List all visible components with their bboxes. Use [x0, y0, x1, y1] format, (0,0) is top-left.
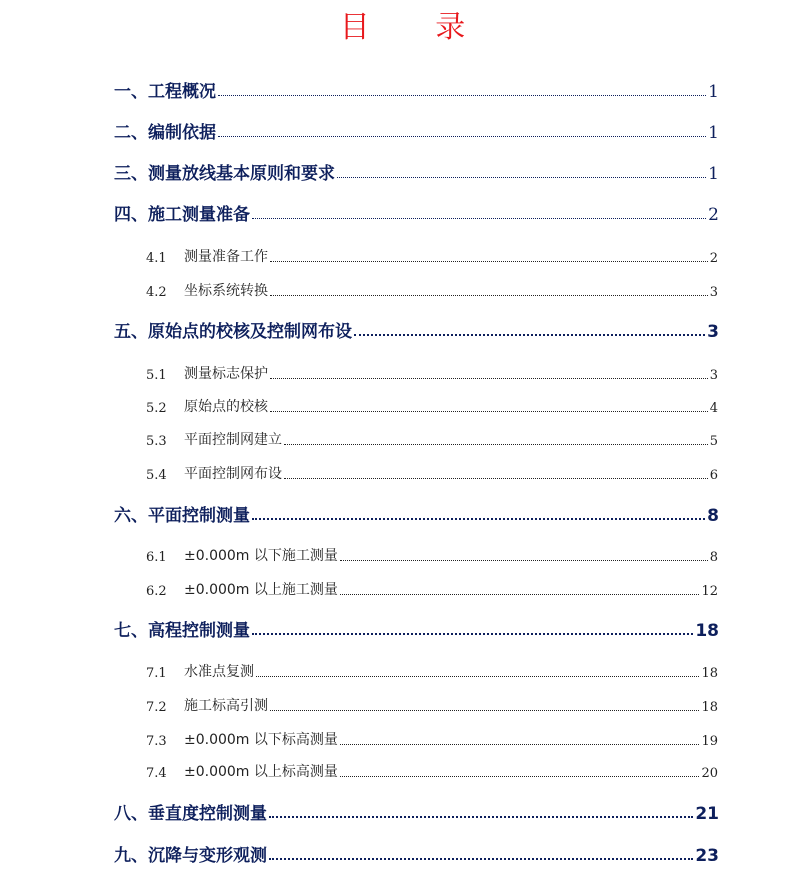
toc-entry-number: 7.2	[146, 700, 167, 715]
toc-entry-number: 5.1	[146, 368, 167, 383]
toc-entry-subsection[interactable]	[146, 695, 718, 715]
dot-leader	[252, 633, 693, 635]
toc-entry-page-number: 1	[708, 82, 719, 102]
toc-entry-page-number: 18	[695, 621, 719, 641]
toc-entry-page-number: 21	[695, 804, 719, 824]
toc-entry-page-number: 1	[708, 123, 719, 143]
toc-entry-subsection[interactable]	[146, 363, 718, 383]
toc-entry-subsection[interactable]	[146, 729, 718, 749]
dot-leader	[218, 136, 706, 137]
dot-leader	[340, 560, 708, 561]
dot-leader	[270, 378, 708, 379]
toc-entry-subsection[interactable]	[146, 429, 718, 449]
toc-entry-section[interactable]	[114, 842, 719, 866]
toc-entry-title: 一、工程概况	[114, 82, 216, 102]
toc-entry-page-number: 18	[701, 700, 718, 715]
toc-entry-title: 坐标系统转换	[184, 283, 268, 299]
dot-leader	[340, 744, 700, 745]
toc-entry-page-number: 5	[709, 434, 718, 449]
dot-leader	[284, 478, 708, 479]
dot-leader	[270, 295, 708, 296]
toc-entry-title: 四、施工测量准备	[114, 205, 250, 225]
toc-entry-section[interactable]	[114, 800, 719, 824]
toc-entry-section[interactable]	[114, 160, 719, 184]
toc-entry-page-number: 6	[709, 468, 718, 483]
toc-entry-page-number: 19	[701, 734, 718, 749]
toc-entry-section[interactable]	[114, 119, 719, 143]
toc-entry-page-number: 20	[701, 766, 718, 781]
dot-leader	[269, 858, 693, 860]
toc-entry-page-number: 2	[708, 205, 719, 225]
toc-entry-subsection[interactable]	[146, 579, 718, 599]
toc-title: 目 录	[339, 10, 494, 45]
dot-leader	[218, 95, 706, 96]
toc-entry-subsection[interactable]	[146, 246, 718, 266]
toc-entry-title: 施工标高引测	[184, 698, 268, 714]
toc-entry-subsection[interactable]	[146, 761, 718, 781]
toc-entry-title: 九、沉降与变形观测	[114, 846, 267, 866]
toc-entry-title: ±0.000m 以上施工测量	[184, 582, 338, 598]
toc-entry-title: ±0.000m 以下标高测量	[184, 732, 338, 748]
toc-entry-section[interactable]	[114, 78, 719, 102]
toc-entry-subsection[interactable]	[146, 396, 718, 416]
toc-entry-title: 六、平面控制测量	[114, 506, 250, 526]
toc-entry-title: 测量准备工作	[184, 249, 268, 265]
dot-leader	[270, 261, 708, 262]
dot-leader	[252, 218, 706, 219]
toc-entry-subsection[interactable]	[146, 661, 718, 681]
toc-entry-title: 五、原始点的校核及控制网布设	[114, 322, 352, 342]
dot-leader	[340, 776, 700, 777]
toc-entry-title: 水准点复测	[184, 664, 254, 680]
toc-entry-page-number: 3	[707, 322, 719, 342]
dot-leader	[340, 594, 700, 595]
toc-entry-title: 测量标志保护	[184, 366, 268, 382]
toc-entry-page-number: 3	[709, 368, 718, 383]
toc-entry-title: 平面控制网建立	[184, 432, 282, 448]
toc-entry-title: 二、编制依据	[114, 123, 216, 143]
toc-entry-title: ±0.000m 以上标高测量	[184, 764, 338, 780]
dot-leader	[270, 411, 708, 412]
toc-entry-number: 4.2	[146, 285, 167, 300]
toc-entry-subsection[interactable]	[146, 463, 718, 483]
toc-entry-page-number: 12	[701, 584, 718, 599]
dot-leader	[337, 177, 706, 178]
toc-entry-page-number: 1	[708, 164, 719, 184]
toc-entry-title: 原始点的校核	[184, 399, 268, 415]
toc-entry-number: 6.2	[146, 584, 167, 599]
toc-entry-number: 5.4	[146, 468, 167, 483]
toc-entry-section[interactable]	[114, 201, 719, 225]
toc-entry-page-number: 23	[695, 846, 719, 866]
dot-leader	[354, 334, 705, 336]
toc-entry-number: 4.1	[146, 251, 167, 266]
toc-entry-title: 平面控制网布设	[184, 466, 282, 482]
dot-leader	[256, 676, 699, 677]
toc-entry-section[interactable]	[114, 318, 719, 342]
dot-leader	[269, 816, 693, 818]
toc-entry-number: 5.2	[146, 401, 167, 416]
toc-entry-title: ±0.000m 以下施工测量	[184, 548, 338, 564]
toc-entry-title: 八、垂直度控制测量	[114, 804, 267, 824]
toc-entry-section[interactable]	[114, 617, 719, 641]
dot-leader	[284, 444, 708, 445]
toc-entry-number: 7.1	[146, 666, 167, 681]
toc-entry-page-number: 2	[709, 251, 718, 266]
toc-entry-page-number: 3	[709, 285, 718, 300]
toc-entry-page-number: 4	[709, 401, 718, 416]
toc-entry-page-number: 18	[701, 666, 718, 681]
toc-entry-title: 七、高程控制测量	[114, 621, 250, 641]
toc-entry-page-number: 8	[707, 506, 719, 526]
toc-entry-number: 6.1	[146, 550, 167, 565]
dot-leader	[270, 710, 699, 711]
toc-entry-number: 7.3	[146, 734, 167, 749]
dot-leader	[252, 518, 705, 520]
toc-entry-number: 5.3	[146, 434, 167, 449]
toc-entry-subsection[interactable]	[146, 280, 718, 300]
toc-entry-subsection[interactable]	[146, 545, 718, 565]
toc-entry-title: 三、测量放线基本原则和要求	[114, 164, 335, 184]
toc-entry-number: 7.4	[146, 766, 167, 781]
toc-entry-page-number: 8	[709, 550, 718, 565]
toc-entry-section[interactable]	[114, 502, 719, 526]
